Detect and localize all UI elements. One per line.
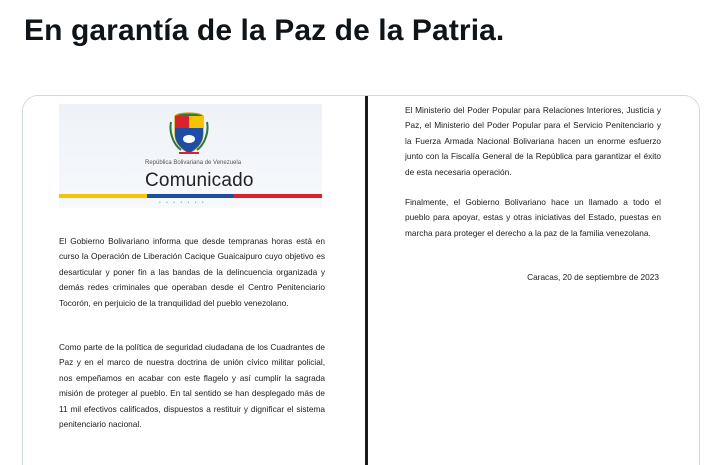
document-page-right bbox=[368, 96, 699, 465]
document-paragraph-2: Como parte de la política de seguridad ciudadana de los Cuadrantes de Paz y en el marco de nuestra doctrina de unión cívico militar policial, nos empeñamos en acabar con este flagelo y así cumplir la sagrada misión de proteger al pueblo. En tal sentido se han desplegado más de 11 mil efectivos calificados, dispuestos a restituir y dignificar el sistema penitenciario nacional. bbox=[59, 342, 325, 430]
letterhead-banner bbox=[59, 104, 322, 208]
document-signoff: Caracas, 20 de septiembre de 2023 bbox=[527, 272, 659, 282]
document-paragraph-3: El Ministerio del Poder Popular para Relaciones Interiores, Justicia y Paz, el Ministerio del Poder Popular para el Servicio Penitenciario y la Fuerza Armada Nacional Bolivariana hacen un enorme esfuerzo junto con la Fiscalía General de la República para garantizar el éxito de esta necesaria operación. bbox=[405, 105, 661, 177]
coat-of-arms-icon bbox=[169, 112, 209, 154]
tweet-text: En garantía de la Paz de la Patria. bbox=[24, 14, 505, 47]
document-paragraph-1: El Gobierno Bolivariano informa que desde tempranas horas está en curso la Operación de Liberación Cacique Guaicaipuro cuyo objetivo es desarticular y poner fin a las bandas de la delincuencia organizada y demás redes criminales que operaban desde el Centro Penitenciario Tocorón, en perjuicio de la tranquilidad del pueblo venezolano. bbox=[59, 236, 325, 308]
decorative-dots: • • • • • • • bbox=[159, 200, 206, 206]
tweet-media[interactable] bbox=[22, 95, 700, 465]
letterhead-republic: República Bolivariana de Venezuela bbox=[145, 160, 242, 166]
document-page-left bbox=[23, 96, 361, 465]
flag-stripe bbox=[59, 194, 322, 198]
document-paragraph-4: Finalmente, el Gobierno Bolivariano hace un llamado a todo el pueblo para apoyar, estas y otras iniciativas del Estado, puestas en marcha para proteger el derecho a la paz de la familia venezolana. bbox=[405, 197, 661, 238]
letterhead-title: Comunicado bbox=[145, 170, 254, 191]
